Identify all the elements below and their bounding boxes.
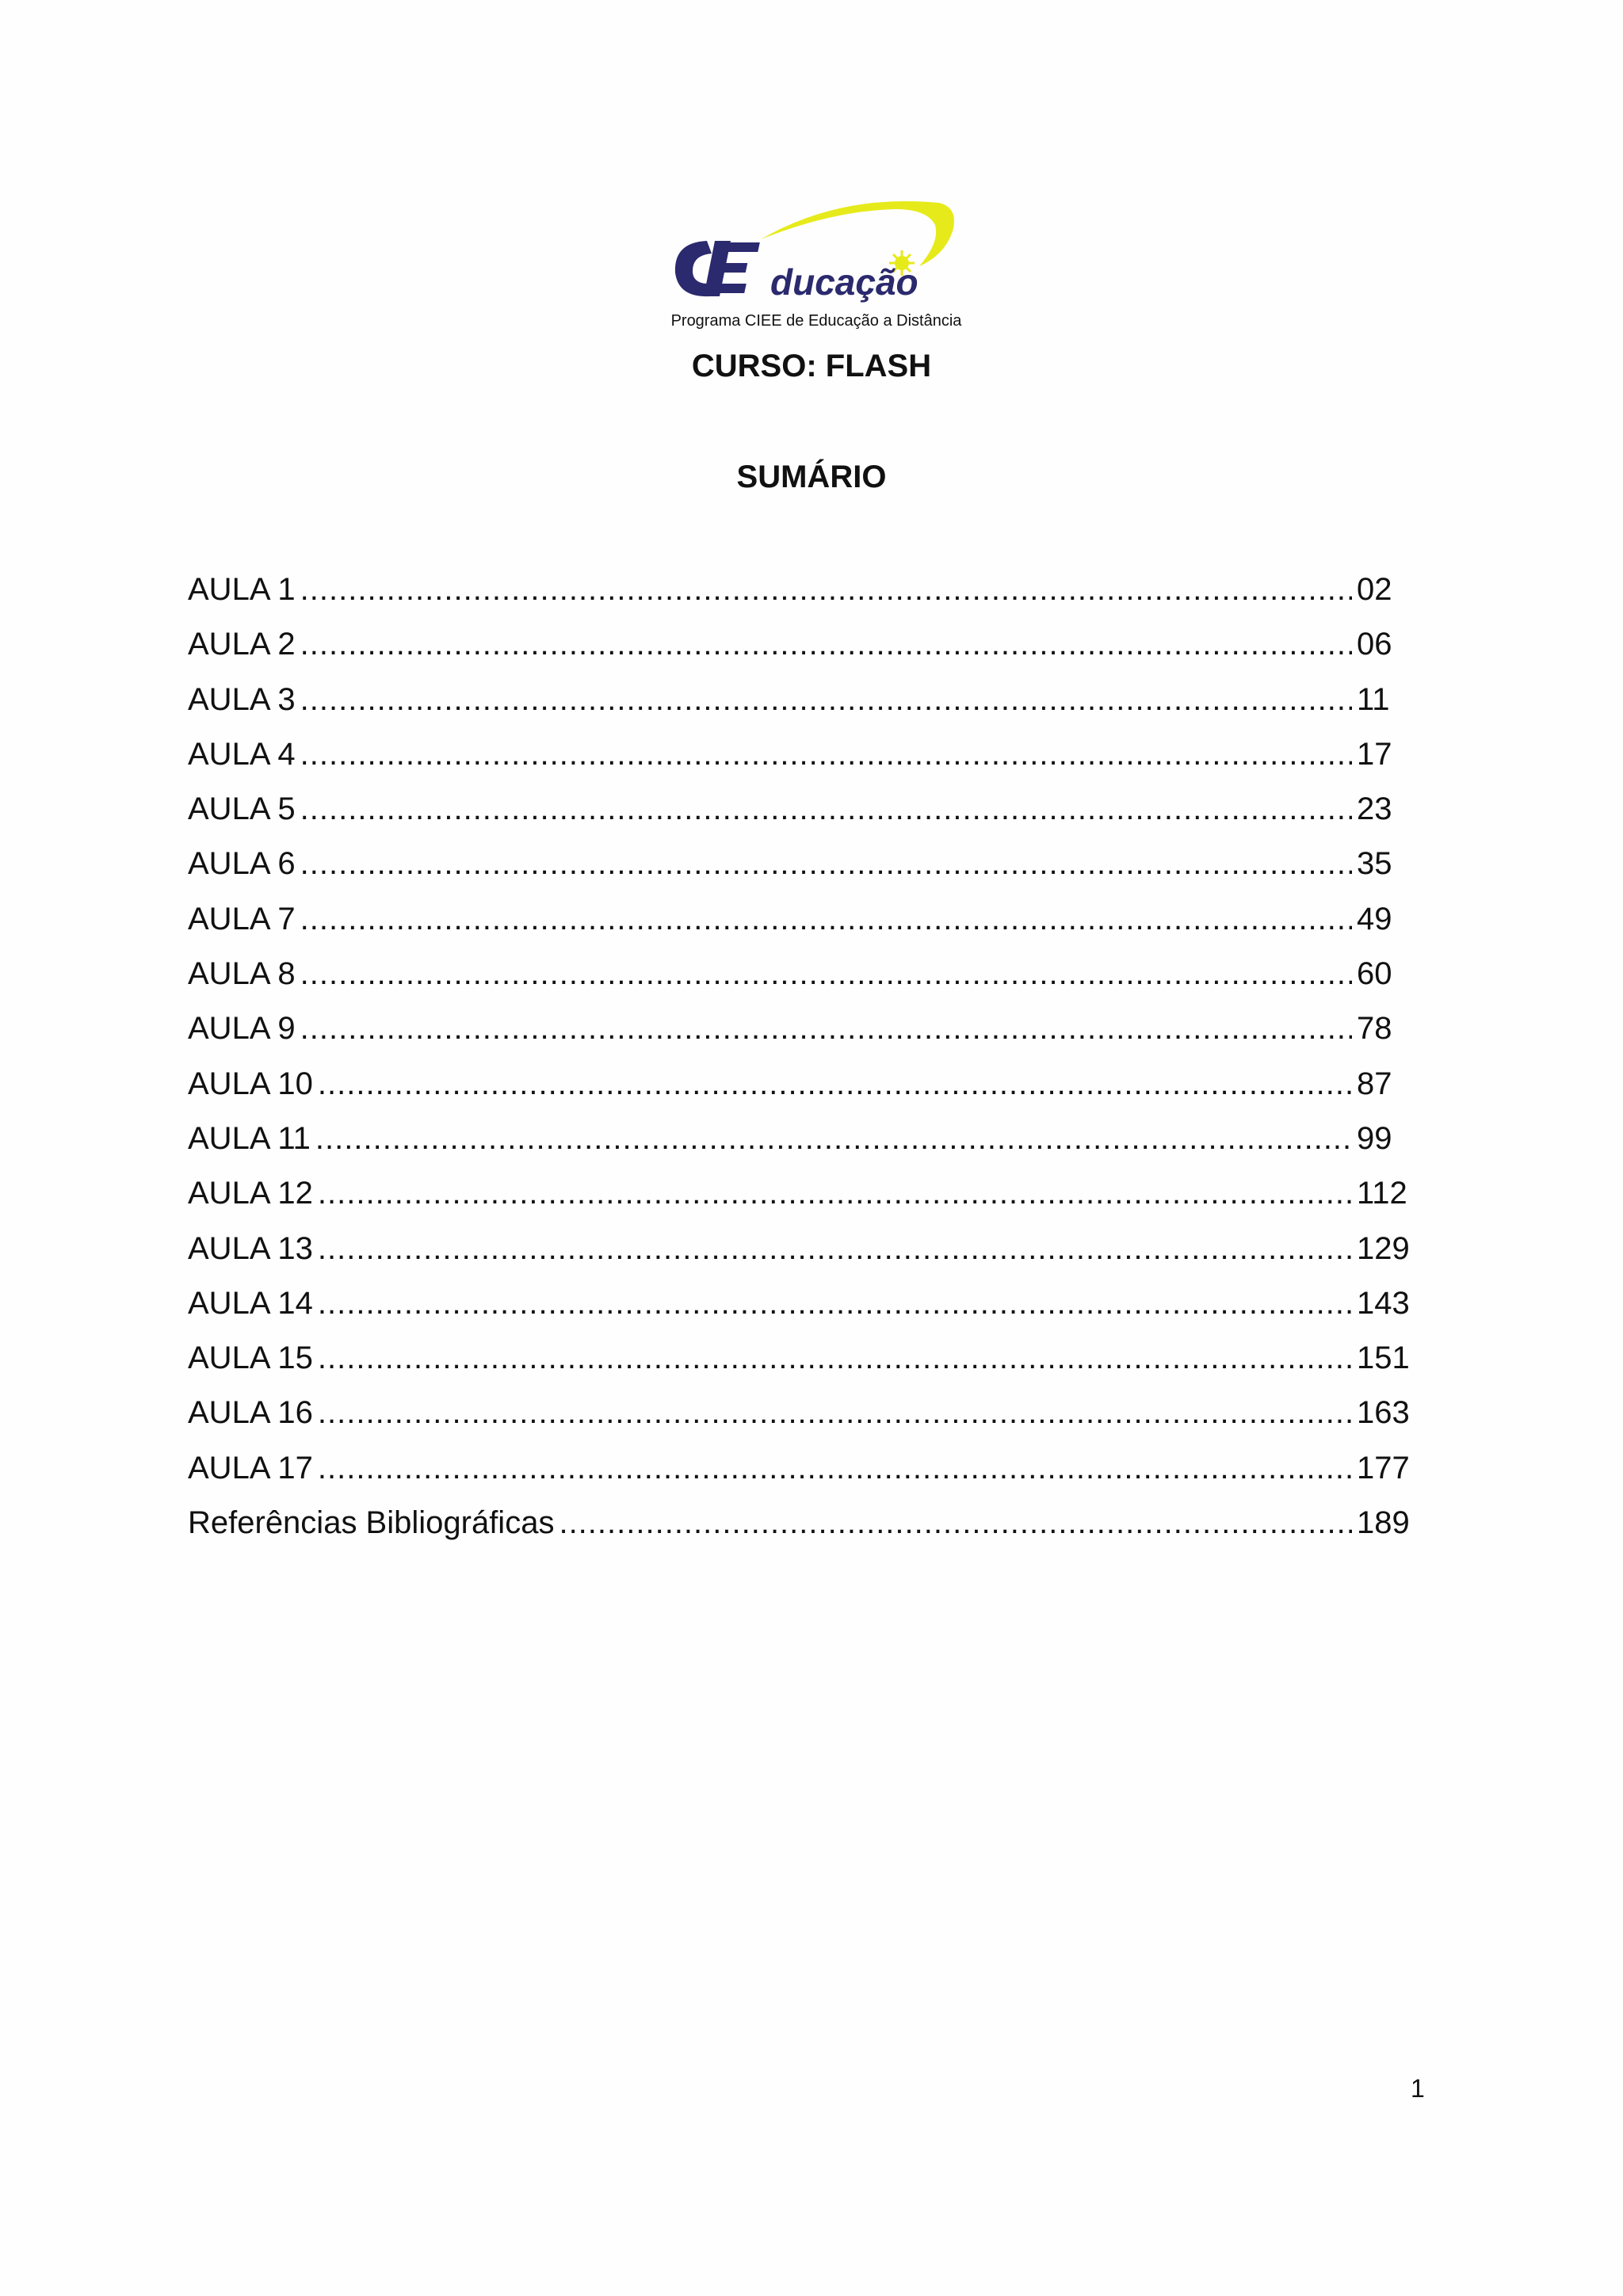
dot-leader [300,622,1352,666]
logo-graphic [658,193,975,312]
toc-entry[interactable] [188,1501,1412,1555]
dot-leader [318,1446,1352,1490]
toc-entry-page: 143 [1357,1285,1410,1321]
toc-entry[interactable] [188,677,1412,732]
dot-leader [318,1171,1352,1215]
toc-entry-page: 78 [1357,1011,1392,1047]
dot-leader [300,732,1352,776]
toc-entry-page: 87 [1357,1066,1392,1101]
toc-entry-label: AULA 3 [188,681,296,717]
dot-leader [559,1501,1352,1545]
toc-entry[interactable] [188,1281,1412,1336]
dot-leader [300,897,1352,941]
toc-entry-label: Referências Bibliográficas [188,1505,555,1541]
toc-entry-label: AULA 6 [188,846,296,882]
toc-entry[interactable] [188,1446,1412,1501]
summary-title: SUMÁRIO [736,460,887,494]
toc-entry[interactable] [188,1062,1412,1116]
toc-entry[interactable] [188,787,1412,841]
toc-entry-page: 06 [1357,627,1392,662]
toc-entry-page: 189 [1357,1505,1410,1541]
dot-leader [300,1006,1352,1051]
toc-entry-label: AULA 8 [188,956,296,992]
dot-leader [300,841,1352,886]
toc-entry-page: 23 [1357,791,1392,827]
toc-entry[interactable] [188,1171,1412,1226]
toc-entry-label: AULA 17 [188,1450,313,1486]
toc-entry[interactable] [188,1336,1412,1390]
table-of-contents [188,567,1412,1555]
toc-entry[interactable] [188,1390,1412,1445]
dot-leader [318,1281,1352,1325]
dot-leader [300,952,1352,996]
logo-subtitle: Programa CIEE de Educação a Distância [670,312,962,330]
dot-leader [300,677,1352,722]
toc-entry[interactable] [188,1116,1412,1171]
toc-entry[interactable] [188,732,1412,787]
dot-leader [300,787,1352,831]
toc-entry-label: AULA 16 [188,1395,313,1431]
toc-entry-page: 112 [1357,1176,1407,1211]
toc-entry-page: 49 [1357,901,1392,936]
toc-entry-page: 02 [1357,572,1392,607]
toc-entry-label: AULA 1 [188,572,296,607]
page-number: 1 [1411,2074,1425,2103]
dot-leader [300,567,1352,612]
toc-entry[interactable] [188,1226,1412,1281]
toc-entry-label: AULA 12 [188,1176,313,1211]
toc-entry-page: 163 [1357,1395,1410,1431]
toc-entry[interactable] [188,952,1412,1006]
dot-leader [318,1062,1352,1106]
toc-entry-page: 35 [1357,846,1392,882]
toc-entry-page: 17 [1357,736,1392,772]
toc-entry-page: 177 [1357,1450,1410,1486]
svg-text:ducação: ducação [770,261,918,303]
dot-leader [315,1116,1352,1161]
dot-leader [318,1226,1352,1271]
toc-entry-label: AULA 2 [188,627,296,662]
toc-entry[interactable] [188,622,1412,677]
toc-entry-page: 11 [1357,681,1390,717]
toc-entry-label: AULA 11 [188,1120,311,1156]
toc-entry-label: AULA 14 [188,1285,313,1321]
course-title: CURSO: FLASH [691,349,932,383]
toc-entry-page: 99 [1357,1120,1392,1156]
toc-entry-label: AULA 7 [188,901,296,936]
toc-entry-page: 60 [1357,956,1392,992]
dot-leader [318,1336,1352,1380]
toc-entry[interactable] [188,567,1412,622]
toc-entry[interactable] [188,1006,1412,1061]
toc-entry[interactable] [188,897,1412,952]
dot-leader [318,1390,1352,1435]
toc-entry-page: 129 [1357,1230,1410,1266]
toc-entry-label: AULA 10 [188,1066,313,1101]
toc-entry-label: AULA 9 [188,1011,296,1047]
toc-entry-label: AULA 13 [188,1230,313,1266]
toc-entry-label: AULA 5 [188,791,296,827]
toc-entry-label: AULA 4 [188,736,296,772]
toc-entry-label: AULA 15 [188,1341,313,1376]
toc-entry-page: 151 [1357,1341,1410,1376]
toc-entry[interactable] [188,841,1412,896]
